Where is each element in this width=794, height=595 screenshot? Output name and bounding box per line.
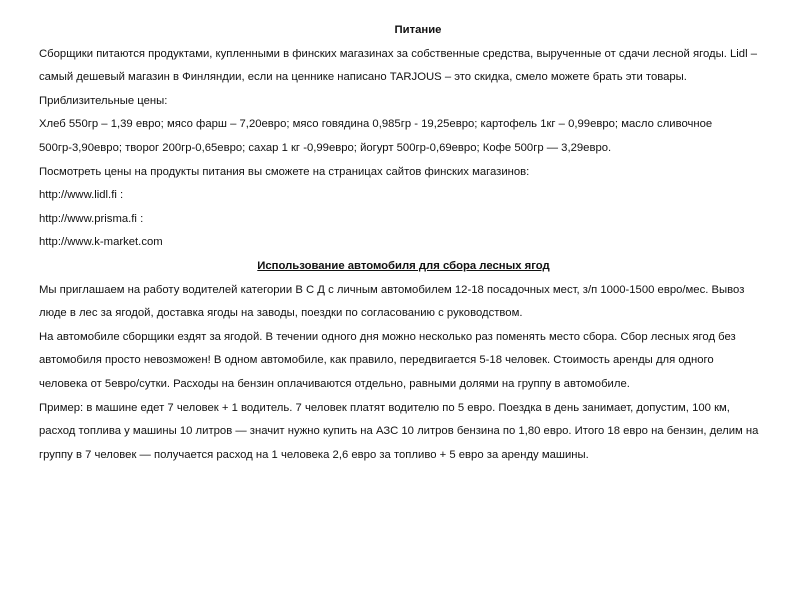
prices-paragraph: Хлеб 550гр – 1,39 евро; мясо фарш – 7,20евро; мясо говядина 0,985гр - 19,25евро; картофель 1кг – 0,99евро; масло сливочное 500гр-3,90евро; творог 200гр-0,65евро; сахар 1 кг -0,99евро; йогурт 500гр-0,69евро; Кофе 500гр — 3,29евро. bbox=[39, 118, 713, 154]
example-paragraph: Пример: в машине едет 7 человек + 1 водитель. 7 человек платят водителю по 5 евро. Поездка в день занимает, допустим, 100 км, расход топлива у машины 10 литров — значит нужно купить на АЗС 10 литров бензина по 1,80 евро. Итого 18 евро на бензин, делим на группу в 7 человек — получается расход на 1 человека 2,6 евро за топливо + 5 евро за аренду машины. bbox=[39, 401, 759, 461]
link-k-market[interactable]: http://www.k-market.com bbox=[39, 236, 163, 249]
drivers-paragraph: Мы приглашаем на работу водителей категории В С Д с личным автомобилем 12-18 посадочных мест, з/п 1000-1500 евро/мес. Вывоз люде в лес за ягодой, доставка ягоды на заводы, поездки по согласованию с руководством. bbox=[39, 283, 745, 320]
links-intro: Посмотреть цены на продукты питания вы сможете на страницах сайтов финских магазинов: bbox=[39, 165, 530, 178]
section-title-car: Использование автомобиля для сбора лесных ягод bbox=[257, 259, 550, 272]
food-intro-paragraph: Сборщики питаются продуктами, купленными в финских магазинах за собственные средства, вырученные от сдачи лесной ягоды. Lidl – самый дешевый магазин в Финляндии, если на ценнике написано TARJOUS – это скидка, смело можете брать эти товары. bbox=[39, 47, 758, 84]
section-title-food: Питание bbox=[394, 24, 442, 36]
car-usage-paragraph: На автомобиле сборщики ездят за ягодой. В течении одного дня можно несколько раз поменять место сбора. Сбор лесных ягод без автомобиля просто невозможен! В одном автомобиле, как правило, передвигается 5-18 человек. Стоимость аренды для одного человека от 5евро/сутки. Расходы на бензин оплачиваются отдельно, равными долями на группу в автомобиле. bbox=[39, 330, 736, 390]
link-lidl[interactable]: http://www.lidl.fi : bbox=[39, 189, 124, 202]
document-page bbox=[39, 19, 765, 467]
prices-label: Приблизительные цены: bbox=[39, 94, 168, 107]
link-prisma[interactable]: http://www.prisma.fi : bbox=[39, 212, 144, 225]
